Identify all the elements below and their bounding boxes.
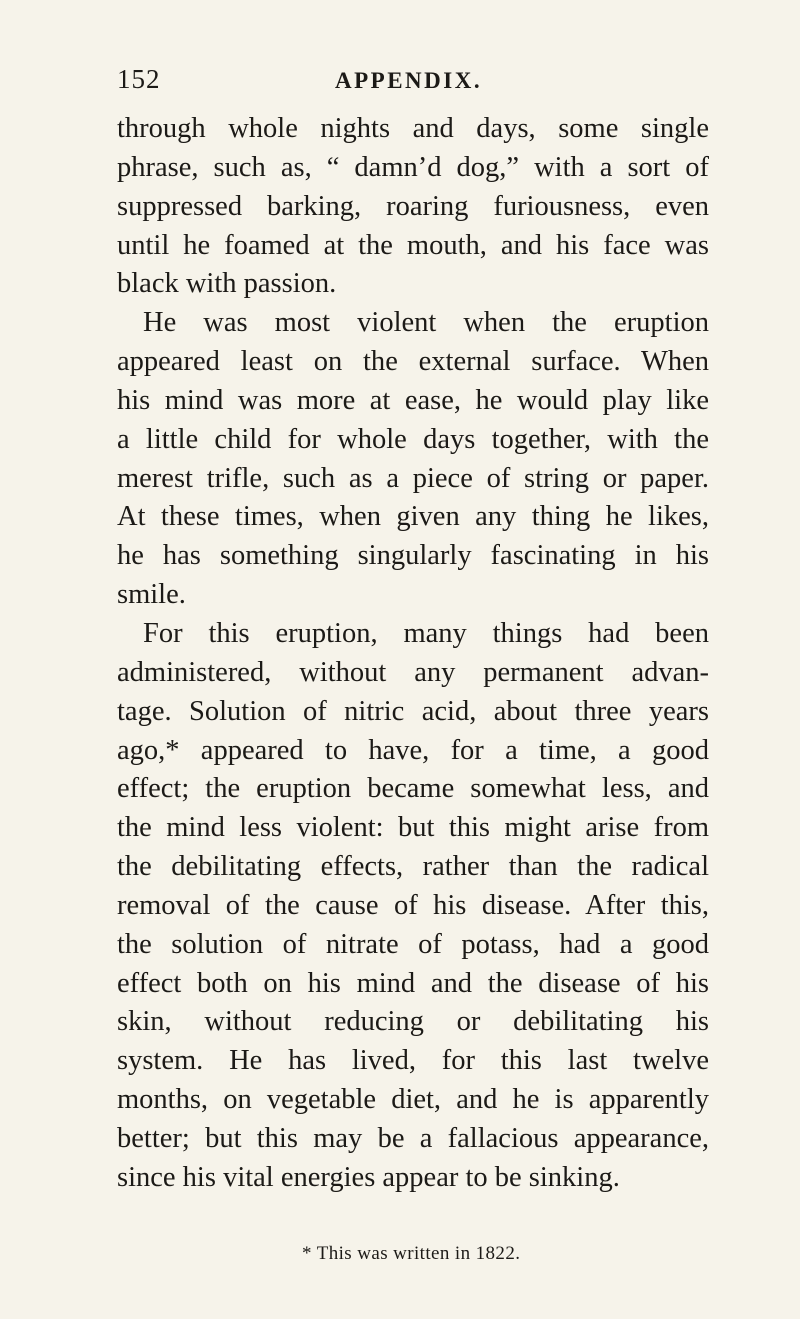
- page-number: 152: [117, 64, 161, 94]
- text-line: the solution of nitrate of potass, had a good: [117, 928, 709, 960]
- text-line: better; but this may be a fallacious appearance,: [117, 1122, 709, 1154]
- text-line: system. He has lived, for this last twelve: [117, 1045, 709, 1077]
- text-line: suppressed barking, roaring furiousness, even: [117, 190, 709, 222]
- text-line: the debilitating effects, rather than the radical: [117, 851, 709, 883]
- text-line: appeared least on the external surface. When: [117, 346, 709, 378]
- text-line: a little child for whole days together, with the: [117, 423, 709, 455]
- text-line: his mind was more at ease, he would play like: [117, 384, 709, 416]
- text-line: effect; the eruption became somewhat less, and: [117, 773, 709, 805]
- text-line: he has something singularly fascinating in his: [117, 540, 709, 572]
- text-line: merest trifle, such as a piece of string or paper.: [117, 462, 709, 494]
- text-line: phrase, such as, “ damn’d dog,” with a sort of: [117, 151, 709, 183]
- text-line: ago,* appeared to have, for a time, a good: [117, 734, 709, 766]
- text-line: months, on vegetable diet, and he is apparently: [117, 1084, 709, 1116]
- page-header: [117, 64, 707, 104]
- text-line: until he foamed at the mouth, and his face was: [117, 229, 709, 261]
- text-line: smile.: [117, 579, 186, 611]
- text-line: removal of the cause of his disease. After this,: [117, 889, 709, 921]
- text-line: For this eruption, many things had been: [143, 617, 709, 649]
- text-line: effect both on his mind and the disease of his: [117, 967, 709, 999]
- text-line: through whole nights and days, some single: [117, 113, 709, 144]
- running-head: APPENDIX.: [335, 68, 483, 93]
- text-line: administered, without any permanent advan-: [117, 656, 709, 688]
- text-line: He was most violent when the eruption: [143, 307, 709, 339]
- text-line: since his vital energies appear to be sinking.: [117, 1161, 620, 1193]
- text-line: the mind less violent: but this might arise from: [117, 812, 709, 844]
- footnote: * This was written in 1822.: [302, 1243, 521, 1264]
- text-line: skin, without reducing or debilitating his: [117, 1006, 709, 1038]
- text-line: black with passion.: [117, 268, 337, 300]
- body-text: [117, 110, 709, 1198]
- text-line: At these times, when given any thing he likes,: [117, 501, 709, 533]
- text-line: tage. Solution of nitric acid, about three years: [117, 695, 709, 727]
